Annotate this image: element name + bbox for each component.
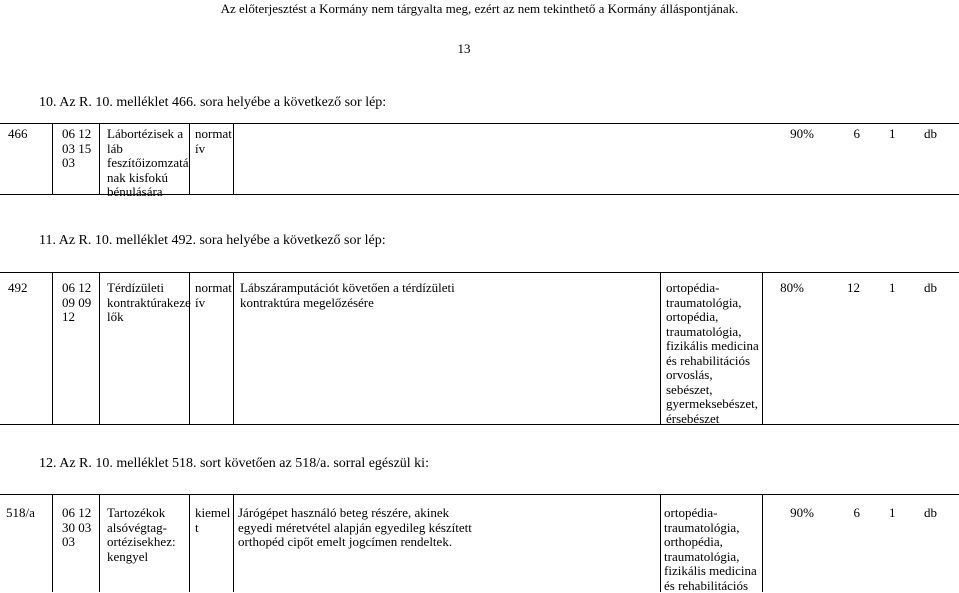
paragraph-12-intro: 12. Az R. 10. melléklet 518. sort követően az 518/a. sorral egészül ki: [39,456,429,471]
row-code: 06 12 03 15 03 [62,126,92,170]
row-months: 12 [847,280,860,295]
row-unit: db [924,126,937,141]
row-qty: 1 [889,126,896,141]
table-col-divider [233,494,234,592]
row-percent: 90% [790,505,814,520]
table-col-divider [52,494,53,592]
row-code: 06 12 30 03 03 [62,505,92,549]
row-specialty: ortopédia- traumatológia, orthopédia, traumatológia, fizikális medicina és rehabilitációs [664,505,757,593]
table-col-divider [189,123,190,194]
table-border-top [0,272,959,273]
row-id: 518/a [6,505,35,520]
table-col-divider [762,494,763,592]
table-border-bottom [0,424,959,425]
row-code: 06 12 09 09 12 [62,280,92,324]
table-col-divider [52,123,53,194]
table-col-divider [99,494,100,592]
row-unit: db [924,505,937,520]
page-number: 13 [457,41,471,56]
table-col-divider [233,272,234,424]
table-col-divider [660,494,661,592]
table-col-divider [189,494,190,592]
table-border-top [0,123,959,124]
row-id: 492 [8,280,28,295]
row-condition: Járógépet használó beteg részére, akinek egyedi méretvétel alapján egyedileg készített orthopéd cipőt emelt jogcímen rendeltek. [238,505,472,549]
table-col-divider [99,272,100,424]
table-border-top [0,494,959,495]
paragraph-10-intro: 10. Az R. 10. melléklet 466. sora helyébe a következő sor lép: [39,95,387,110]
row-months: 6 [853,126,860,141]
row-type: normat ív [195,280,232,310]
row-months: 6 [853,505,860,520]
row-type: kiemel t [195,505,231,535]
row-qty: 1 [889,505,896,520]
row-type: normat ív [195,126,232,156]
paragraph-11-intro: 11. Az R. 10. melléklet 492. sora helyébe a következő sor lép: [39,233,386,248]
row-id: 466 [8,126,28,141]
table-col-divider [660,272,661,424]
row-percent: 80% [780,280,804,295]
table-col-divider [52,272,53,424]
row-condition: Lábszáramputációt követően a térdízületi kontraktúra megelőzésére [240,280,455,310]
row-percent: 90% [790,126,814,141]
row-qty: 1 [889,280,896,295]
page-header-disclaimer: Az előterjesztést a Kormány nem tárgyalta meg, ezért az nem tekinthető a Kormány álláspontjának. [220,1,739,16]
row-specialty: ortopédia- traumatológia, ortopédia, traumatológia, fizikális medicina és rehabilitációs orvoslás, sebészet, gyermeksebészet, érsebészet [666,280,759,426]
table-col-divider [233,123,234,194]
row-name: Tartozékok alsóvégtag- ortézisekhez: kengyel [107,505,176,564]
row-name: Térdízületi kontraktúrakeze lők [107,280,191,324]
row-unit: db [924,280,937,295]
table-col-divider [99,123,100,194]
row-name: Lábortézisek a láb feszítőizomzatá nak kisfokú bénulására [107,126,189,199]
